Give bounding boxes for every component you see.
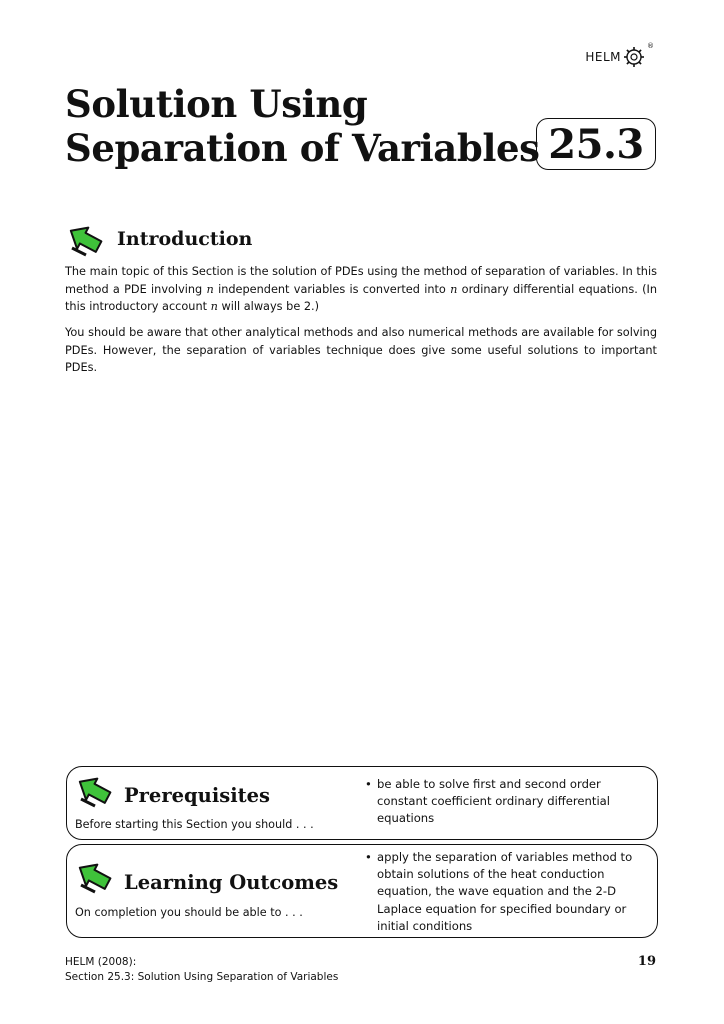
section-number-badge [536, 118, 656, 170]
arrow-icon [73, 773, 115, 811]
intro-paragraph-2: You should be aware that other analytical methods and also numerical methods are available for solving PDEs. However, the separation of variables technique does give some useful solutions to important PDEs. [65, 326, 657, 374]
math-var-n: n [206, 282, 214, 296]
helm-logo [585, 42, 654, 68]
title-line-2: Separation of Variables [65, 126, 540, 170]
list-item [365, 849, 647, 935]
footer-line-2: Section 25.3: Solution Using Separation of Variables [65, 971, 339, 983]
registered-mark: ® [647, 42, 654, 50]
footer-line-1: HELM (2008): [65, 956, 137, 968]
footer [65, 955, 338, 985]
prerequisites-box [66, 766, 658, 840]
list-item [365, 776, 647, 828]
learning-outcomes-title: Learning Outcomes [124, 871, 339, 894]
para1-text-b: independent variables is converted into [213, 282, 451, 296]
logo-text: HELM [585, 50, 621, 64]
section-number: 25.3 [548, 120, 644, 168]
bullet-symbol: • [365, 777, 372, 791]
para1-text-a: The main topic of this Section is the solution of PDEs using the method of separation of variables. In this method a PDE involving [65, 265, 657, 296]
intro-paragraph-1 [65, 263, 657, 316]
prerequisites-subtitle: Before starting this Section you should . . . [75, 818, 314, 831]
gear-icon [623, 46, 645, 68]
para1-text-c: ordinary differential equations. (In this introductory account [65, 282, 657, 313]
prerequisite-item: be able to solve first and second order constant coefficient ordinary differential equations [377, 777, 610, 826]
learning-outcomes-box [66, 844, 658, 938]
math-var-n: n [450, 282, 458, 296]
bullet-symbol: • [365, 850, 372, 864]
page-number: 19 [637, 954, 656, 969]
math-var-n: n [210, 300, 218, 313]
title-line-1: Solution Using [65, 82, 368, 126]
arrow-icon [64, 222, 106, 265]
introduction-heading: Introduction [117, 228, 253, 250]
arrow-icon [73, 859, 115, 897]
learning-outcome-item: apply the separation of variables method to obtain solutions of the heat conduction equation, the wave equation and the 2-D Laplace equation for specified boundary or initial conditions [377, 850, 633, 933]
learning-outcomes-subtitle: On completion you should be able to . . . [75, 906, 303, 919]
para1-text-d: will always be 2.) [217, 300, 320, 313]
page-title [65, 82, 540, 170]
prerequisites-title: Prerequisites [124, 784, 271, 807]
